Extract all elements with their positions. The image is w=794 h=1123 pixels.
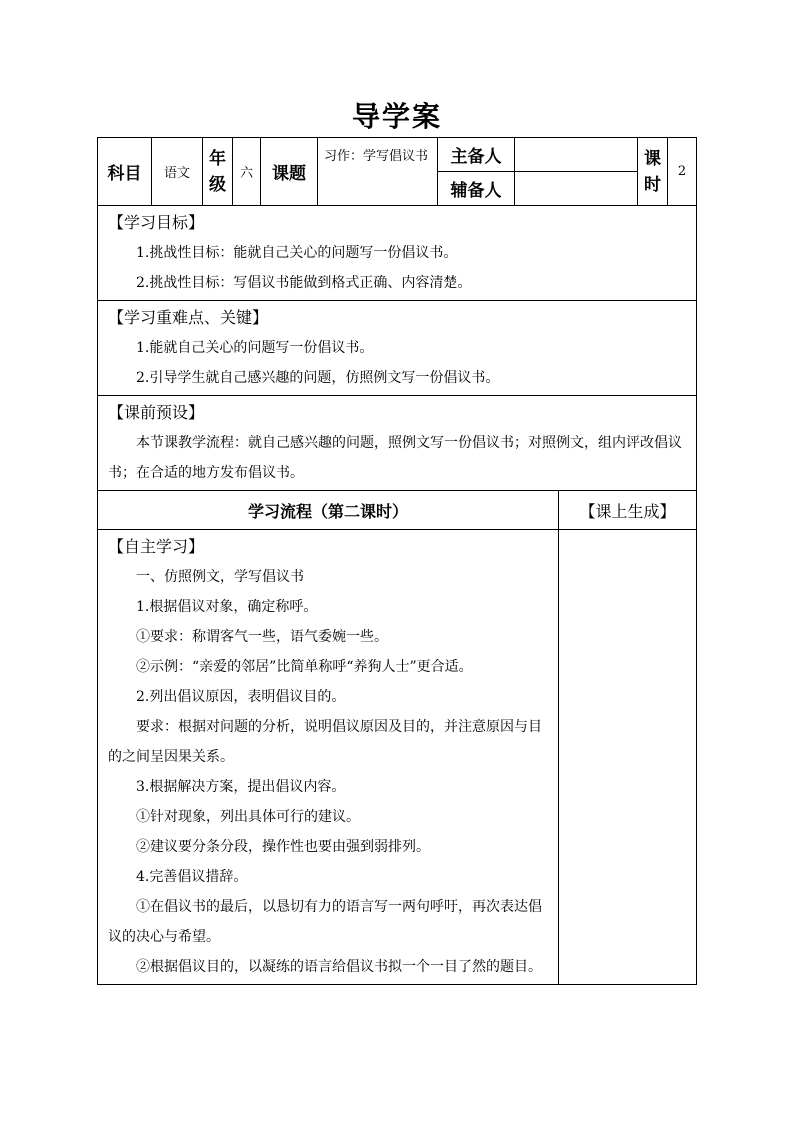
period-value: 2 xyxy=(668,138,697,206)
document-title: 导学案 xyxy=(351,100,442,133)
flow-line: 2.列出倡议原因，表明倡议目的。 xyxy=(136,689,346,705)
flow-title: 学习流程（第二课时） xyxy=(98,491,559,530)
flow-line: ①要求：称谓客气一些，语气委婉一些。 xyxy=(136,629,388,645)
topic-value: 习作：学写倡议书 xyxy=(318,138,438,206)
subject-value: 语文 xyxy=(152,138,203,206)
flow-line: ②建议要分条分段，操作性也要由强到弱排列。 xyxy=(136,839,430,855)
flow-line: 4.完善倡议措辞。 xyxy=(136,869,248,885)
key-point-item: 2.引导学生就自己感兴趣的问题，仿照例文写一份倡议书。 xyxy=(136,370,500,386)
flow-line: 要求：根据对问题的分析，说明倡议原因及目的，并注意原因与目的之间呈因果关系。 xyxy=(108,719,542,765)
assist-preparer-label: 辅备人 xyxy=(438,172,515,206)
header-table xyxy=(97,137,697,491)
main-preparer-value xyxy=(515,138,638,172)
key-points-section xyxy=(98,301,697,396)
flow-line: 一、仿照例文，学写倡议书 xyxy=(136,569,304,585)
goal-item: 1.挑战性目标：能就自己关心的问题写一份倡议书。 xyxy=(136,245,458,261)
preview-section xyxy=(98,396,697,491)
grade-value: 六 xyxy=(233,138,261,206)
preview-text: 本节课教学流程：就自己感兴趣的问题，照例文写一份倡议书；对照例文，组内评改倡议书；在合适的地方发布倡议书。 xyxy=(108,435,682,481)
topic-label: 课题 xyxy=(261,138,318,206)
period-label: 课时 xyxy=(638,138,668,206)
grade-label: 年级 xyxy=(203,138,233,206)
class-gen-title: 【课上生成】 xyxy=(559,491,697,530)
flow-line: ②根据倡议目的，以凝练的语言给倡议书拟一个一目了然的题目。 xyxy=(136,959,542,975)
flow-line: ①针对现象，列出具体可行的建议。 xyxy=(136,809,360,825)
lesson-plan-form xyxy=(97,137,696,985)
flow-line: 3.根据解决方案，提出倡议内容。 xyxy=(136,779,346,795)
self-study-title: 【自主学习】 xyxy=(108,537,205,556)
flow-content xyxy=(98,530,559,985)
key-points-title: 【学习重难点、关键】 xyxy=(108,308,269,327)
main-preparer-label: 主备人 xyxy=(438,138,515,172)
flow-table xyxy=(97,490,697,985)
class-gen-content xyxy=(559,530,697,985)
key-point-item: 1.能就自己关心的问题写一份倡议书。 xyxy=(136,340,374,356)
flow-line: ②示例：“亲爱的邻居”比简单称呼“养狗人士”更合适。 xyxy=(136,659,473,675)
flow-line: ①在倡议书的最后，以恳切有力的语言写一两句呼吁，再次表达倡议的决心与希望。 xyxy=(108,899,542,945)
flow-line: 1.根据倡议对象，确定称呼。 xyxy=(136,599,318,615)
goals-title: 【学习目标】 xyxy=(108,213,205,232)
subject-label: 科目 xyxy=(98,138,152,206)
goal-item: 2.挑战性目标：写倡议书能做到格式正确、内容清楚。 xyxy=(136,275,472,291)
goals-section xyxy=(98,206,697,301)
preview-title: 【课前预设】 xyxy=(108,403,205,422)
assist-preparer-value xyxy=(515,172,638,206)
